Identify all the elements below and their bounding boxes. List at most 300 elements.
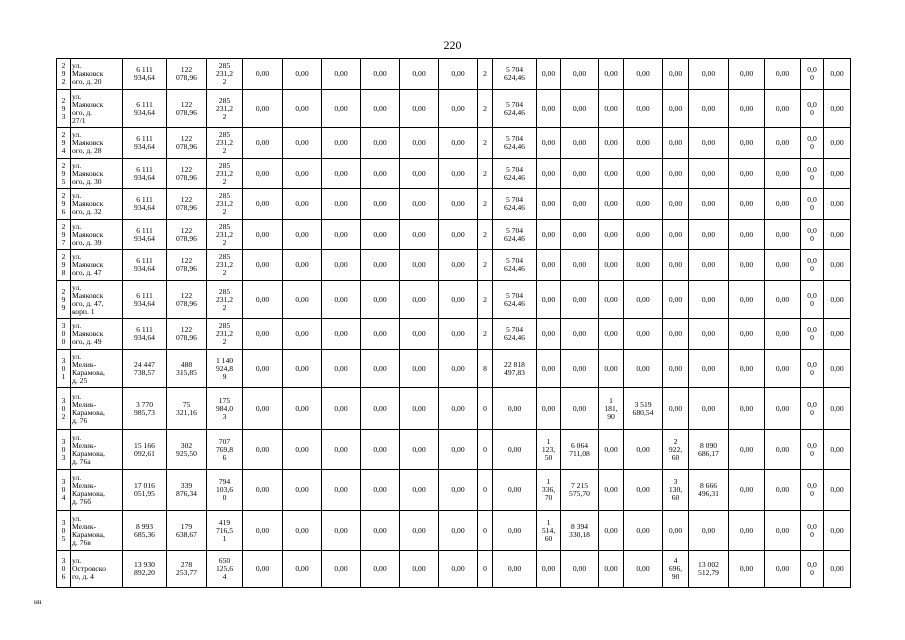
value-cell: 0,00 [729,128,765,159]
value-cell: 0,00 [729,388,765,430]
value-cell: 0,00 [599,189,624,220]
row-number-cell: 3 0 1 [57,350,71,388]
value-cell: 0,00 [663,281,689,319]
value-cell: 5 704 624,46 [493,220,537,250]
value-cell: 0,00 [824,388,851,430]
value-cell: 0,00 [361,128,400,159]
value-cell: 0,00 [765,430,801,470]
value-cell: 0,00 [824,90,851,128]
value-cell: 6 111 934,64 [123,90,167,128]
table-row [57,430,851,470]
value-cell: 2 [478,250,493,281]
value-cell: 2 [478,189,493,220]
value-cell: 419 716,5 1 [207,511,243,551]
value-cell: 0,0 0 [801,350,824,388]
row-number-cell: 3 0 2 [57,388,71,430]
value-cell: 0,00 [439,281,478,319]
value-cell: 122 078,96 [167,189,207,220]
value-cell: 2 [478,59,493,90]
value-cell: 0,00 [537,90,561,128]
value-cell: 6 111 934,64 [123,189,167,220]
value-cell: 5 704 624,46 [493,128,537,159]
value-cell: 0,00 [824,551,851,588]
value-cell: 302 925,50 [167,430,207,470]
value-cell: 0,00 [322,511,361,551]
address-cell: ул. Островско го, д. 4 [71,551,123,588]
value-cell: 0,00 [439,388,478,430]
value-cell: 0,00 [283,551,322,588]
value-cell: 0,0 0 [801,159,824,189]
value-cell: 0,0 0 [801,59,824,90]
address-cell: ул. Мелик- Карамова, д. 76б [71,470,123,511]
value-cell: 0,00 [824,159,851,189]
value-cell: 0 [478,511,493,551]
value-cell: 0,00 [663,511,689,551]
value-cell: 0,00 [400,90,439,128]
row-number-cell: 2 9 7 [57,220,71,250]
value-cell: 13 002 512,79 [689,551,729,588]
value-cell: 0,00 [439,250,478,281]
value-cell: 1 123, 50 [537,430,561,470]
value-cell: 0,00 [361,350,400,388]
value-cell: 0,00 [243,59,283,90]
value-cell: 0 [478,470,493,511]
value-cell: 0,00 [439,128,478,159]
value-cell: 6 111 934,64 [123,128,167,159]
value-cell: 15 166 092,61 [123,430,167,470]
value-cell: 0,00 [824,250,851,281]
value-cell: 0,00 [322,551,361,588]
value-cell: 4 696, 90 [663,551,689,588]
value-cell: 0,00 [561,220,599,250]
table-row [57,281,851,319]
value-cell: 0,00 [361,319,400,350]
value-cell: 0,00 [689,159,729,189]
value-cell: 0,00 [765,220,801,250]
value-cell: 0,00 [765,551,801,588]
value-cell: 8 666 496,31 [689,470,729,511]
address-cell: ул. Маяковск ого, д. 27/1 [71,90,123,128]
value-cell: 1 181, 90 [599,388,624,430]
value-cell: 0 [478,430,493,470]
value-cell: 0,00 [283,220,322,250]
value-cell: 6 111 934,64 [123,250,167,281]
value-cell: 0,00 [561,388,599,430]
value-cell: 0,00 [439,551,478,588]
value-cell: 0,00 [243,470,283,511]
value-cell: 0,00 [689,250,729,281]
value-cell: 0,00 [599,511,624,551]
value-cell: 122 078,96 [167,319,207,350]
value-cell: 0,00 [624,470,663,511]
value-cell: 0,0 0 [801,220,824,250]
value-cell: 488 315,85 [167,350,207,388]
data-table [56,58,851,588]
value-cell: 0,00 [243,281,283,319]
value-cell: 0,00 [599,319,624,350]
value-cell: 0,00 [729,281,765,319]
value-cell: 5 704 624,46 [493,159,537,189]
value-cell: 24 447 738,57 [123,350,167,388]
value-cell: 0,00 [322,430,361,470]
table-row [57,128,851,159]
value-cell: 8 394 330,18 [561,511,599,551]
value-cell: 285 231,2 2 [207,281,243,319]
address-cell: ул. Мелик- Карамова, д. 25 [71,350,123,388]
value-cell: 0,00 [322,128,361,159]
value-cell: 0,00 [599,220,624,250]
table-row [57,159,851,189]
value-cell: 0,00 [400,319,439,350]
value-cell: 0,00 [561,159,599,189]
value-cell: 0,00 [624,128,663,159]
value-cell: 0,00 [361,511,400,551]
value-cell: 3 130, 60 [663,470,689,511]
value-cell: 0,00 [561,281,599,319]
value-cell: 0,00 [322,281,361,319]
value-cell: 0,00 [283,189,322,220]
row-number-cell: 2 9 4 [57,128,71,159]
value-cell: 0,00 [729,430,765,470]
value-cell: 0,00 [599,470,624,511]
value-cell: 0,00 [400,159,439,189]
value-cell: 6 111 934,64 [123,319,167,350]
value-cell: 3 519 680,54 [624,388,663,430]
value-cell: 6 111 934,64 [123,159,167,189]
value-cell: 0,00 [599,159,624,189]
value-cell: 0,00 [537,319,561,350]
value-cell: 0,00 [439,90,478,128]
value-cell: 2 [478,128,493,159]
value-cell: 0,00 [361,281,400,319]
value-cell: 0,00 [663,388,689,430]
page-number: 220 [443,38,462,52]
value-cell: 285 231,2 2 [207,220,243,250]
value-cell: 0,00 [824,281,851,319]
value-cell: 0 [478,388,493,430]
value-cell: 0,00 [243,551,283,588]
value-cell: 278 253,77 [167,551,207,588]
value-cell: 0,0 0 [801,430,824,470]
value-cell: 1 336, 70 [537,470,561,511]
value-cell: 0,00 [243,350,283,388]
value-cell: 0,0 0 [801,90,824,128]
value-cell: 0,00 [663,189,689,220]
value-cell: 2 [478,281,493,319]
value-cell: 0,00 [599,59,624,90]
value-cell: 0,00 [689,220,729,250]
value-cell: 0,00 [624,250,663,281]
value-cell: 122 078,96 [167,281,207,319]
value-cell: 0,00 [400,470,439,511]
value-cell: 0,00 [663,350,689,388]
value-cell: 0,00 [400,128,439,159]
value-cell: 0,0 0 [801,189,824,220]
value-cell: 0,00 [283,350,322,388]
value-cell: 0,00 [243,388,283,430]
value-cell: 0,00 [537,128,561,159]
value-cell: 75 321,16 [167,388,207,430]
value-cell: 0,00 [322,470,361,511]
value-cell: 0,00 [493,430,537,470]
value-cell: 0,00 [729,59,765,90]
table-row [57,388,851,430]
row-number-cell: 2 9 9 [57,281,71,319]
value-cell: 0,00 [400,350,439,388]
address-cell: ул. Маяковск ого, д. 20 [71,59,123,90]
value-cell: 2 [478,220,493,250]
value-cell: 0,00 [537,551,561,588]
value-cell: 0,00 [537,159,561,189]
value-cell: 0,00 [765,189,801,220]
value-cell: 0,00 [400,511,439,551]
value-cell: 0,00 [283,319,322,350]
value-cell: 6 111 934,64 [123,281,167,319]
value-cell: 2 [478,90,493,128]
value-cell: 0,00 [283,250,322,281]
value-cell: 0,00 [361,250,400,281]
value-cell: 0,00 [765,388,801,430]
row-number-cell: 2 9 5 [57,159,71,189]
value-cell: 0,00 [624,59,663,90]
value-cell: 0,00 [322,350,361,388]
value-cell: 0,0 0 [801,551,824,588]
value-cell: 0,00 [400,430,439,470]
value-cell: 0,00 [283,59,322,90]
value-cell: 0,00 [689,189,729,220]
value-cell: 175 984,0 3 [207,388,243,430]
value-cell: 0,00 [361,470,400,511]
value-cell: 0,00 [537,250,561,281]
value-cell: 0,00 [624,350,663,388]
value-cell: 0,00 [537,350,561,388]
row-number-cell: 3 0 3 [57,430,71,470]
value-cell: 0,00 [689,319,729,350]
value-cell: 8 090 686,17 [689,430,729,470]
value-cell: 6 111 934,64 [123,220,167,250]
value-cell: 0,00 [283,90,322,128]
value-cell: 0,00 [493,470,537,511]
table-row [57,189,851,220]
address-cell: ул. Маяковск ого, д. 28 [71,128,123,159]
value-cell: 0,00 [537,281,561,319]
value-cell: 0,00 [243,250,283,281]
value-cell: 0,00 [361,220,400,250]
value-cell: 0,00 [561,90,599,128]
value-cell: 22 818 497,83 [493,350,537,388]
value-cell: 0,00 [361,189,400,220]
value-cell: 0,00 [729,319,765,350]
value-cell: 0,00 [243,128,283,159]
value-cell: 0,00 [439,350,478,388]
value-cell: 1 140 924,8 9 [207,350,243,388]
value-cell: 0,00 [663,90,689,128]
value-cell: 0,00 [283,470,322,511]
value-cell: 0 [478,551,493,588]
value-cell: 0,00 [439,470,478,511]
value-cell: 707 769,8 6 [207,430,243,470]
value-cell: 0,00 [400,551,439,588]
value-cell: 0,00 [765,128,801,159]
value-cell: 285 231,2 2 [207,250,243,281]
value-cell: 650 125,6 4 [207,551,243,588]
row-number-cell: 2 9 8 [57,250,71,281]
value-cell: 0,00 [599,250,624,281]
value-cell: 0,00 [243,159,283,189]
value-cell: 0,00 [765,59,801,90]
value-cell: 285 231,2 2 [207,128,243,159]
value-cell: 0,00 [824,350,851,388]
value-cell: 0,00 [322,220,361,250]
value-cell: 2 922, 60 [663,430,689,470]
value-cell: 0,00 [824,220,851,250]
value-cell: 0,00 [243,319,283,350]
value-cell: 0,00 [537,388,561,430]
value-cell: 0,00 [243,220,283,250]
value-cell: 0,00 [283,511,322,551]
value-cell: 0,00 [243,430,283,470]
value-cell: 339 876,34 [167,470,207,511]
value-cell: 0,00 [765,319,801,350]
value-cell: 0,00 [361,551,400,588]
table-row [57,350,851,388]
value-cell: 0,0 0 [801,319,824,350]
value-cell: 0,00 [765,250,801,281]
address-cell: ул. Маяковск ого, д. 30 [71,159,123,189]
value-cell: 285 231,2 2 [207,189,243,220]
table-container [56,58,851,588]
value-cell: 0,00 [765,470,801,511]
value-cell: 5 704 624,46 [493,250,537,281]
value-cell: 5 704 624,46 [493,281,537,319]
value-cell: 0,00 [283,388,322,430]
value-cell: 0,00 [624,220,663,250]
value-cell: 0,00 [765,281,801,319]
value-cell: 0,00 [824,59,851,90]
value-cell: 0,00 [624,90,663,128]
value-cell: 0,00 [322,90,361,128]
value-cell: 0,00 [322,250,361,281]
value-cell: 0,0 0 [801,470,824,511]
value-cell: 0,00 [322,189,361,220]
value-cell: 0,00 [824,511,851,551]
value-cell: 122 078,96 [167,250,207,281]
address-cell: ул. Мелик- Карамова, д. 76а [71,430,123,470]
value-cell: 7 215 575,70 [561,470,599,511]
row-number-cell: 3 0 6 [57,551,71,588]
value-cell: 794 103,6 0 [207,470,243,511]
row-number-cell: 3 0 5 [57,511,71,551]
table-row [57,59,851,90]
value-cell: 0,00 [624,189,663,220]
row-number-cell: 2 9 3 [57,90,71,128]
value-cell: 5 704 624,46 [493,90,537,128]
value-cell: 5 704 624,46 [493,189,537,220]
value-cell: 2 [478,159,493,189]
row-number-cell: 2 9 6 [57,189,71,220]
value-cell: 5 704 624,46 [493,319,537,350]
table-row [57,551,851,588]
value-cell: 0,00 [765,511,801,551]
table-row [57,511,851,551]
value-cell: 0,00 [663,220,689,250]
value-cell: 0,0 0 [801,281,824,319]
value-cell: 0,00 [689,388,729,430]
value-cell: 122 078,96 [167,128,207,159]
value-cell: 0,00 [824,189,851,220]
value-cell: 0,00 [599,281,624,319]
value-cell: 0,00 [824,430,851,470]
value-cell: 0,00 [599,350,624,388]
value-cell: 0,00 [361,90,400,128]
value-cell: 0,00 [729,90,765,128]
value-cell: 0,00 [624,281,663,319]
row-number-cell: 2 9 2 [57,59,71,90]
value-cell: 0,00 [361,430,400,470]
value-cell: 0,00 [439,159,478,189]
value-cell: 285 231,2 2 [207,90,243,128]
value-cell: 0,00 [561,250,599,281]
table-body [57,59,851,588]
value-cell: 0,00 [729,470,765,511]
value-cell: 0,00 [361,159,400,189]
value-cell: 0,00 [765,350,801,388]
value-cell: 0,00 [361,59,400,90]
value-cell: 0,0 0 [801,250,824,281]
value-cell: 0,00 [493,511,537,551]
table-row [57,470,851,511]
table-row [57,220,851,250]
value-cell: 1 514, 60 [537,511,561,551]
value-cell: 0,00 [400,388,439,430]
value-cell: 0,00 [439,430,478,470]
value-cell: 8 993 685,36 [123,511,167,551]
value-cell: 0,00 [765,159,801,189]
value-cell: 0,00 [439,59,478,90]
value-cell: 0,00 [561,189,599,220]
row-number-cell: 3 0 0 [57,319,71,350]
value-cell: 0,00 [599,90,624,128]
value-cell: 0,00 [765,90,801,128]
value-cell: 0,00 [729,350,765,388]
value-cell: 0,00 [322,388,361,430]
value-cell: 0,00 [439,189,478,220]
value-cell: 0,00 [561,551,599,588]
value-cell: 0,00 [689,511,729,551]
value-cell: 3 770 985,73 [123,388,167,430]
footer-mark: нн [34,598,42,606]
value-cell: 0,00 [689,350,729,388]
value-cell: 0,00 [689,59,729,90]
value-cell: 122 078,96 [167,159,207,189]
address-cell: ул. Мелик- Карамова, д. 76 [71,388,123,430]
value-cell: 0,00 [824,470,851,511]
address-cell: ул. Маяковск ого, д. 47, корп. 1 [71,281,123,319]
address-cell: ул. Маяковск ого, д. 32 [71,189,123,220]
value-cell: 0,00 [439,220,478,250]
value-cell: 0,00 [663,128,689,159]
value-cell: 122 078,96 [167,220,207,250]
value-cell: 122 078,96 [167,59,207,90]
value-cell: 0,00 [729,250,765,281]
value-cell: 0,00 [243,511,283,551]
address-cell: ул. Маяковск ого, д. 39 [71,220,123,250]
value-cell: 0,00 [729,159,765,189]
address-cell: ул. Маяковск ого, д. 49 [71,319,123,350]
value-cell: 0,00 [824,128,851,159]
value-cell: 0,00 [243,90,283,128]
value-cell: 6 111 934,64 [123,59,167,90]
